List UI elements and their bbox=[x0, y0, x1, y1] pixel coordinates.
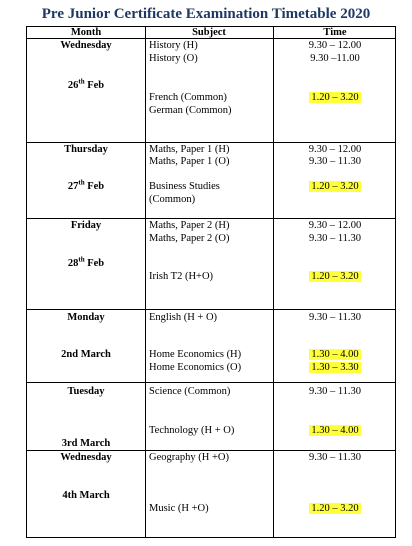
highlighted-time: 1.30 – 4.00 bbox=[311, 349, 359, 360]
day-label: Wednesday bbox=[60, 40, 112, 51]
day-label: Monday bbox=[67, 312, 105, 323]
time-cell bbox=[273, 425, 397, 437]
day-label: Tuesday bbox=[67, 386, 105, 397]
time-cell bbox=[273, 349, 397, 361]
subject-cell: Irish T2 (H+O) bbox=[149, 271, 214, 282]
subject-cell: German (Common) bbox=[149, 105, 232, 116]
subject-cell: Home Economics (H) bbox=[149, 349, 242, 360]
time-cell: 9.30 – 11.30 bbox=[308, 452, 362, 463]
header-month: Month bbox=[70, 27, 102, 38]
date-label: 26th Feb bbox=[67, 77, 105, 91]
time-cell: 9.30 – 12.00 bbox=[308, 220, 362, 231]
day-label: Wednesday bbox=[60, 452, 112, 463]
header-time: Time bbox=[323, 27, 347, 38]
subject-cell: History (O) bbox=[149, 53, 198, 64]
date-label: 27th Feb bbox=[67, 178, 105, 192]
time-cell bbox=[273, 181, 397, 193]
time-cell: 9.30 – 12.00 bbox=[308, 144, 362, 155]
row-divider bbox=[27, 218, 395, 219]
page-title: Pre Junior Certificate Examination Timetable 2020 bbox=[41, 6, 371, 22]
row-divider bbox=[27, 142, 395, 143]
subject-cell: Maths, Paper 2 (O) bbox=[149, 233, 230, 244]
subject-cell: Science (Common) bbox=[149, 386, 231, 397]
day-label: Thursday bbox=[64, 144, 108, 155]
row-divider bbox=[27, 309, 395, 310]
subject-cell: Maths, Paper 2 (H) bbox=[149, 220, 230, 231]
column-divider bbox=[145, 27, 146, 537]
subject-cell: English (H + O) bbox=[149, 312, 218, 323]
subject-cell: Business Studies bbox=[149, 181, 220, 192]
date-label: 2nd March bbox=[61, 349, 111, 360]
time-cell: 9.30 – 11.30 bbox=[308, 233, 362, 244]
subject-cell: French (Common) bbox=[149, 92, 227, 103]
day-label: Friday bbox=[70, 220, 102, 231]
subject-cell: History (H) bbox=[149, 40, 198, 51]
time-cell bbox=[273, 503, 397, 515]
row-divider bbox=[27, 382, 395, 383]
highlighted-time: 1.20 – 3.20 bbox=[311, 181, 359, 192]
time-cell bbox=[273, 92, 397, 104]
highlighted-time: 1.30 – 4.00 bbox=[311, 425, 359, 436]
time-cell: 9.30 –11.00 bbox=[310, 53, 360, 64]
date-label: 3rd March bbox=[61, 438, 111, 449]
highlighted-time: 1.30 – 3.30 bbox=[311, 362, 359, 373]
time-cell bbox=[273, 362, 397, 374]
header-subject: Subject bbox=[192, 27, 226, 38]
highlighted-time: 1.20 – 3.20 bbox=[311, 92, 359, 103]
subject-cell: Maths, Paper 1 (O) bbox=[149, 156, 230, 167]
subject-cell: Maths, Paper 1 (H) bbox=[149, 144, 230, 155]
time-cell bbox=[273, 271, 397, 283]
time-cell: 9.30 – 11.30 bbox=[308, 386, 362, 397]
highlighted-time: 1.20 – 3.20 bbox=[311, 271, 359, 282]
time-cell: 9.30 – 11.30 bbox=[308, 156, 362, 167]
subject-cell: Technology (H + O) bbox=[149, 425, 235, 436]
timetable bbox=[26, 26, 396, 538]
highlighted-time: 1.20 – 3.20 bbox=[311, 503, 359, 514]
row-divider bbox=[27, 450, 395, 451]
subject-cell: Music (H +O) bbox=[149, 503, 209, 514]
subject-cell: Home Economics (O) bbox=[149, 362, 242, 373]
time-cell: 9.30 – 11.30 bbox=[308, 312, 362, 323]
subject-cell: Geography (H +O) bbox=[149, 452, 229, 463]
subject-cell: (Common) bbox=[149, 194, 196, 205]
time-cell: 9.30 – 12.00 bbox=[308, 40, 362, 51]
date-label: 4th March bbox=[62, 490, 110, 501]
date-label: 28th Feb bbox=[67, 255, 105, 269]
